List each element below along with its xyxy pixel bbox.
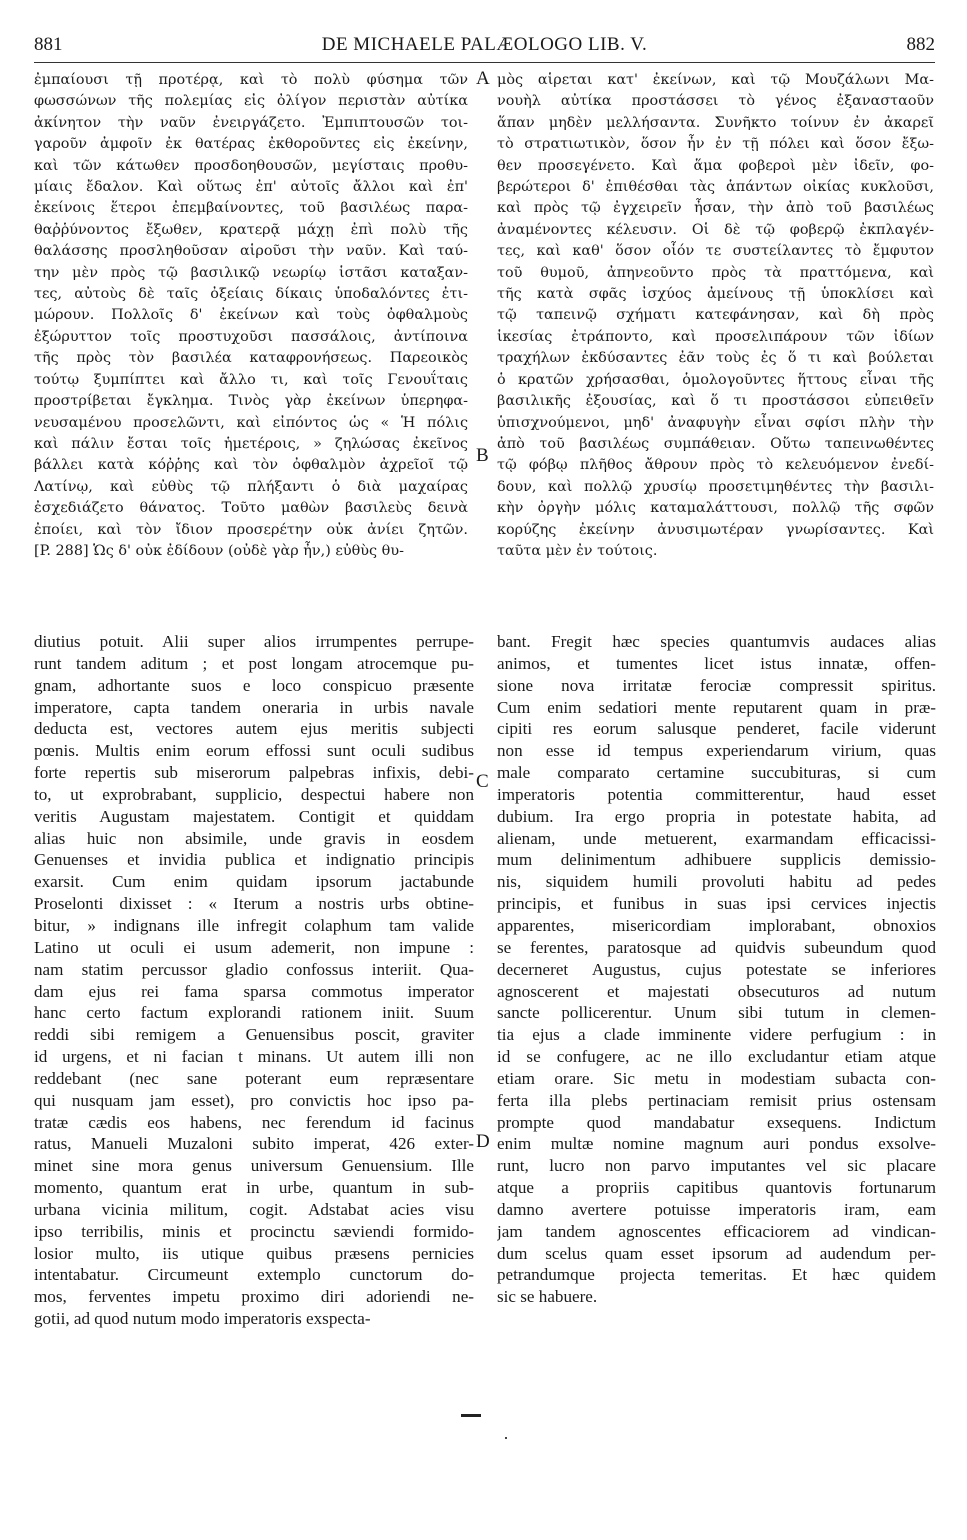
text-line: νευσαμένου προσελῶντι, καὶ εἰπόντος ὡς « Ἡ πόλις bbox=[34, 414, 468, 431]
text-line: principis, et funibus in suas ipsi cervices injectis bbox=[497, 894, 936, 914]
text-line: diutius potuit. Alii super alios irrumpentes perrupe- bbox=[34, 632, 474, 651]
text-line: ἐκείνοις ἕτεροι ἐπεμβαίνοντες, τοῦ βασιλέως παρα- bbox=[34, 200, 468, 217]
text-line: θαλάσσης προσληθοῦσαν αἱροῦσι τὴν ναῦν. Καὶ ταύ- bbox=[34, 243, 468, 260]
text-line: μίαις ἔδαλον. Καὶ οὕτως ἐπ' αὐτοῖς ἄλλοι καὶ ἐπ' bbox=[34, 179, 468, 196]
text-line: τὸ στρατιωτικὸν, ὅσον ἦν ἐν τῇ πόλει καὶ ὅσον ἔξω- bbox=[497, 136, 934, 153]
text-line: se ferentes, paratosque ad quidvis subeundum quod bbox=[497, 937, 936, 957]
text-line: ἀναμένοντες κέλευσιν. Οἱ δὲ τῷ φοβερῷ ἐκπλαγέν- bbox=[497, 221, 934, 238]
text-line: τῷ φόβῳ πλῆθος ἄθρουν πρὸς τὸ κελευόμενον ἐνεδί- bbox=[497, 457, 934, 474]
text-line: hanc certo factum explorandi rationem iniit. Suum bbox=[34, 1003, 474, 1023]
text-line: προστρίβεται ἔγκλημα. Τινὸς γὰρ ἐκείνων ὑπερηφα- bbox=[34, 393, 468, 410]
text-line: Latino ut oculi ei usum ademerit, non impune : bbox=[34, 937, 474, 957]
text-line: alienam, unde metuerent, exarmandam efficacissi- bbox=[497, 828, 936, 848]
text-line: sic se habuere. bbox=[497, 1287, 598, 1307]
text-line: τες, καὶ καθ' ὅσον οἷόν τε συστείλαντες τὸ ἔμφυτον bbox=[497, 243, 934, 260]
text-line: exarsit. Cum enim quidam ipsorum jactabunde bbox=[34, 872, 474, 892]
text-line: minet sine mora genus universum Genuensium. Ille bbox=[34, 1156, 474, 1176]
text-line: ἐσχεδιάζετο θάνατος. Τοῦτο μαθὼν βασιλεὺς δεινὰ bbox=[34, 500, 468, 517]
text-line: urbana vicinia militum, cogit. Adstabat acies visu bbox=[34, 1199, 474, 1219]
text-line: tia ejus a clade imminente videre perfugium : in bbox=[497, 1025, 936, 1045]
text-line: τούτῳ ξυμπίπτει καὶ ἄλλο τι, καὶ τοῖς Γενουΐταις bbox=[34, 371, 468, 388]
text-line: id urgens, et ni facian t minans. Ut autem illi non bbox=[34, 1047, 474, 1067]
text-line: runt, lucro non parvo imputantes vel sic placare bbox=[497, 1156, 936, 1176]
text-line: ἅπαν μηδὲν μελλήσαντα. Συνῆκτο τοίνυν ἐν ἀκαρεῖ bbox=[497, 114, 934, 131]
text-line: νουὴλ αὐτίκα προστάσσει τὸ γένος ἐξανασταοῦν bbox=[497, 93, 934, 110]
text-line: θεν προσεγένετο. Καὶ ἅμα φοβεροὶ μὲν ἰδεῖν, φο- bbox=[497, 157, 934, 174]
text-line: bitur, » indignans ille infregit colaphum tam valide bbox=[34, 915, 474, 935]
text-line: reddi sibi remigem a Genuensibus poscit, graviter bbox=[34, 1025, 474, 1045]
text-line: ὁ κρατῶν χρήσασθαι, ὁμολογοῦντες ἥττους εἶναι τῆς bbox=[497, 371, 934, 388]
text-line: ἀπὸ τοῦ βασιλέως συμπάθειαν. Οὕτω ταπεινωθέντες bbox=[497, 435, 934, 452]
section-marker-d: D bbox=[476, 1131, 490, 1152]
text-line: βασιλικῆς ἐξουσίας, καὶ ὅ τι προστάσσοι εὐπειθεῖν bbox=[497, 393, 934, 410]
text-line: τοῦ θυμοῦ, ἀπηνεοῦντο πρὸς τὰ πραττόμενα, καὶ bbox=[497, 264, 934, 281]
greek-column-right bbox=[497, 70, 934, 562]
text-line: imperatoris potentia committerentur, haud esset bbox=[497, 784, 936, 804]
text-line: id se confugere, ac ne illo excludantur etiam atque bbox=[497, 1047, 936, 1067]
text-line: βάλλει κατὰ κόῤῥης καὶ τὸν ὀφθαλμὸν ἀχρεῖοῖ τῷ bbox=[34, 457, 468, 474]
text-line: dubium. Ira ergo propria in potestate habita, ad bbox=[497, 806, 936, 826]
text-line: κὴν ὀργὴν μόλις καταμαλάττουσι, πολλῷ τῆς σφῶν bbox=[497, 500, 934, 517]
text-line: καὶ πρὸς τῷ ἐγχειρεῖν ἦσαν, τὴν ἀπὸ τοῦ βασιλέως bbox=[497, 200, 934, 217]
text-line: Cum enim sedatiori mente reputarent quam in præ- bbox=[497, 697, 936, 717]
text-line: sione nova irritatæ ferociæ compressit spiritus. bbox=[497, 675, 936, 695]
text-line: τῷ ταπεινῷ σχήματι κατεφάνησαν, καὶ δὴ πρὸς bbox=[497, 307, 934, 324]
text-line: apparentes, misericordiam implorabant, obnoxios bbox=[497, 915, 936, 935]
section-marker-c: C bbox=[476, 771, 489, 792]
text-line: forte repertis sub miserorum palpebras infixis, debi- bbox=[34, 763, 474, 783]
latin-column-right bbox=[497, 631, 936, 1308]
text-line: non esse id tempus experiendarum virium, quas bbox=[497, 741, 936, 761]
text-line: dum scelus quam esset ipsorum ad audendum per- bbox=[497, 1243, 936, 1263]
text-line: τῆς κατὰ σφᾶς ἰσχύος ἀμείνους τῇ ὑποκλίσει καὶ bbox=[497, 286, 934, 303]
text-line: τραχήλων ἐκδύσαντες ἐᾶν τοὺς ἐς ὅ τι καὶ βούλεται bbox=[497, 350, 934, 367]
text-line: καὶ πάλιν ἔσται τοῖς ἡμετέροις, » ζηλώσας ἐκεῖνος bbox=[34, 435, 468, 452]
text-line: Λατίνῳ, καὶ εὐθὺς τῷ πλήξαντι ὁ διὰ μαχαίρας bbox=[34, 478, 468, 495]
text-line: alias huic non absimile, unde gravis in eosdem bbox=[34, 828, 474, 848]
text-line: gnam, adhortante suos e loco conspicuo præsente bbox=[34, 675, 474, 695]
text-line: decerneret Augustus, cujus potestate se inferiores bbox=[497, 959, 936, 979]
text-line: animos, et tumentes licet istus innatæ, offen- bbox=[497, 653, 936, 673]
text-line: pœnis. Multis enim eorum effossi sunt oculi sudibus bbox=[34, 741, 474, 761]
text-line: θαῤῥύνοντος ἔξωθεν, κρατερᾷ μάχῃ ἐπὶ πολὺ τῆς bbox=[34, 221, 468, 238]
text-line: atque a propriis capitibus quantovis fortunarum bbox=[497, 1178, 936, 1198]
text-line: gotii, ad quod nutum modo imperatoris exspecta- bbox=[34, 1309, 371, 1329]
text-line: ταῦτα μὲν ἐν τούτοις. bbox=[497, 542, 658, 559]
text-line: to, ut exprobrabant, supplicio, despectui habere non bbox=[34, 784, 474, 804]
text-line: damno avertere potuisse imperatoris iram, eam bbox=[497, 1199, 936, 1219]
page-number-left: 881 bbox=[34, 34, 63, 55]
text-line: ἐποίει, καὶ τὸν ἴδιον προσερέτην οὐκ ἀνίει ζητῶν. bbox=[34, 521, 468, 538]
text-line: prompte quod mandabatur exsequens. Indictum bbox=[497, 1112, 936, 1132]
text-line: ἀκίνητον τὴν ναῦν ἐνειργάζετο. Ἐμπιπτουσῶν τοι- bbox=[34, 114, 468, 131]
text-line: δουν, καὶ πολλῷ χρυσίῳ προσετιμηθέντες τὴν βασιλι- bbox=[497, 478, 934, 495]
text-line: κορύζης ἐκείνην ἀνυσιμωτέραν γνωρίσαντες. Καὶ bbox=[497, 521, 934, 538]
text-line: tratæ cædis eos habens, nec ferendum id facinus bbox=[34, 1112, 474, 1132]
text-line: petrandumque projecta temeritas. Et hæc quidem bbox=[497, 1265, 936, 1285]
text-line: [P. 288] Ὡς δ' οὐκ ἐδίδουν (οὐδὲ γὰρ ἦν,) εὐθὺς θυ- bbox=[34, 542, 404, 559]
page-number-right: 882 bbox=[906, 34, 935, 55]
text-line: ἐμπαίουσι τῇ προτέρᾳ, καὶ τὸ πολὺ φύσημα τῶν bbox=[34, 72, 468, 88]
text-line: ἐξώρυττον τοῖς προστυχοῦσι πασσάλοις, ἀντίποινα bbox=[34, 328, 468, 345]
section-marker-a: A bbox=[476, 68, 490, 89]
text-line: Proselonti dixisset : « Iterum a nostris urbs obtine- bbox=[34, 894, 474, 914]
text-line: bant. Fregit hæc species quantumvis audaces alias bbox=[497, 632, 936, 651]
text-line: dam ejus rei fama sparsa commotus imperator bbox=[34, 981, 474, 1001]
greek-column-left bbox=[34, 70, 468, 562]
text-line: την μὲν πρὸς τῷ βασιλικῷ νεωρίῳ ἱστᾶσι καταξαν- bbox=[34, 264, 468, 281]
text-line: μώρουν. Πολλοῖς δ' ἐκείνων καὶ τοὺς ὀφθαλμοὺς bbox=[34, 307, 468, 324]
text-line: τῆς πρὸς τὸν βασιλέα καταφρονήσεως. Παρεοικὸς bbox=[34, 350, 468, 367]
text-line: mum delinimentum adhibuere supplicis demissio- bbox=[497, 850, 936, 870]
text-line: losior multo, iis utique quibus præsens pernicies bbox=[34, 1243, 474, 1263]
text-line: deducta est, vectores autem ejus meritis subjecti bbox=[34, 719, 474, 739]
running-title: DE MICHAELE PALÆOLOGO LIB. V. bbox=[321, 34, 648, 55]
text-line: enim multæ nomine magnum auri pondus exsolve- bbox=[497, 1134, 936, 1154]
text-line: ferta illa plebs pertinaciam remisit prius ostensam bbox=[497, 1090, 936, 1110]
text-line: runt tandem aditum ; et post longam atrocemque pu- bbox=[34, 653, 474, 673]
text-line: mos, ferventes impetu proximo diri adoriendi ne- bbox=[34, 1287, 474, 1307]
end-dash bbox=[461, 1414, 481, 1417]
text-line: τες, αὐτοὺς δὲ ταῖς ὀξείαις δίκαις ὑποδαλόντες ἐτι- bbox=[34, 286, 468, 303]
print-speck bbox=[505, 1437, 507, 1439]
text-line: φωσσώνων τῆς πολεμίας εἰς ὀλίγον περιστὰν αὐτίκα bbox=[34, 93, 468, 110]
latin-column-left bbox=[34, 631, 474, 1330]
text-line: ἱκεσίας ἐτράποντο, καὶ προσελιπάρουν τῶν ἰδίων bbox=[497, 328, 934, 345]
text-line: cipiti res eorum salusque penderet, facile viderunt bbox=[497, 719, 936, 739]
header-rule bbox=[34, 62, 935, 63]
text-line: imperatore, capta tandem oneraria in urbis navale bbox=[34, 697, 474, 717]
text-line: ratus, Manueli Muzaloni subito imperat, 426 exter- bbox=[34, 1134, 474, 1154]
text-line: sancte pollicerentur. Unum sibi tutum in clemen- bbox=[497, 1003, 936, 1023]
text-line: nis, siquidem humili provoluti habitu ad pedes bbox=[497, 872, 936, 892]
text-line: male comparato certamine succubituras, si cum bbox=[497, 763, 936, 783]
text-line: intentabatur. Circumeunt extemplo cunctorum do- bbox=[34, 1265, 474, 1285]
text-line: ipso terribilis, minis et procinctu sæviendi formido- bbox=[34, 1221, 474, 1241]
text-line: γαροῦν ἀμφοῖν ἐκ θατέρας ἐκθοροῦντες εἰς ἐκείνην, bbox=[34, 136, 468, 153]
section-marker-b: B bbox=[476, 445, 489, 466]
text-line: qui nusquam jam esset), pro convictis hoc ipso pa- bbox=[34, 1090, 474, 1110]
text-line: nam statim percussor gladio confossus interiit. Qua- bbox=[34, 959, 474, 979]
text-line: μὸς αἱρεται κατ' ἐκείνων, καὶ τῷ Μουζάλωνι Μα- bbox=[497, 72, 934, 88]
text-line: veritis Augustam majestatem. Contigit et quiddam bbox=[34, 806, 474, 826]
text-line: βερώτεροι δ' ἐπιθέσθαι τὰς ἁπάντων οἰκίας κυκλοῦσι, bbox=[497, 179, 934, 196]
running-header bbox=[34, 34, 935, 56]
text-line: Genuenses et invidia publica et indignatio principis bbox=[34, 850, 474, 870]
text-line: momento, quantum erat in urbe, quantum in sub- bbox=[34, 1178, 474, 1198]
text-line: jam tandem agnoscentes efficaciorem ad vindican- bbox=[497, 1221, 936, 1241]
text-line: etiam orare. Sic metu in modestiam subacta con- bbox=[497, 1068, 936, 1088]
text-line: agnoscerent et majestati obsecuturos ad nutum bbox=[497, 981, 936, 1001]
text-line: ὑπισχνούμενοι, μηδ' ἀναφυγὴν εἶναι σφίσι πλὴν τὴν bbox=[497, 414, 934, 431]
text-line: reddebant (nec sane poterant eum repræsentare bbox=[34, 1068, 474, 1088]
text-line: καὶ τῶν κάτωθεν προσδοηθουσῶν, μεγίσταις προθυ- bbox=[34, 157, 468, 174]
